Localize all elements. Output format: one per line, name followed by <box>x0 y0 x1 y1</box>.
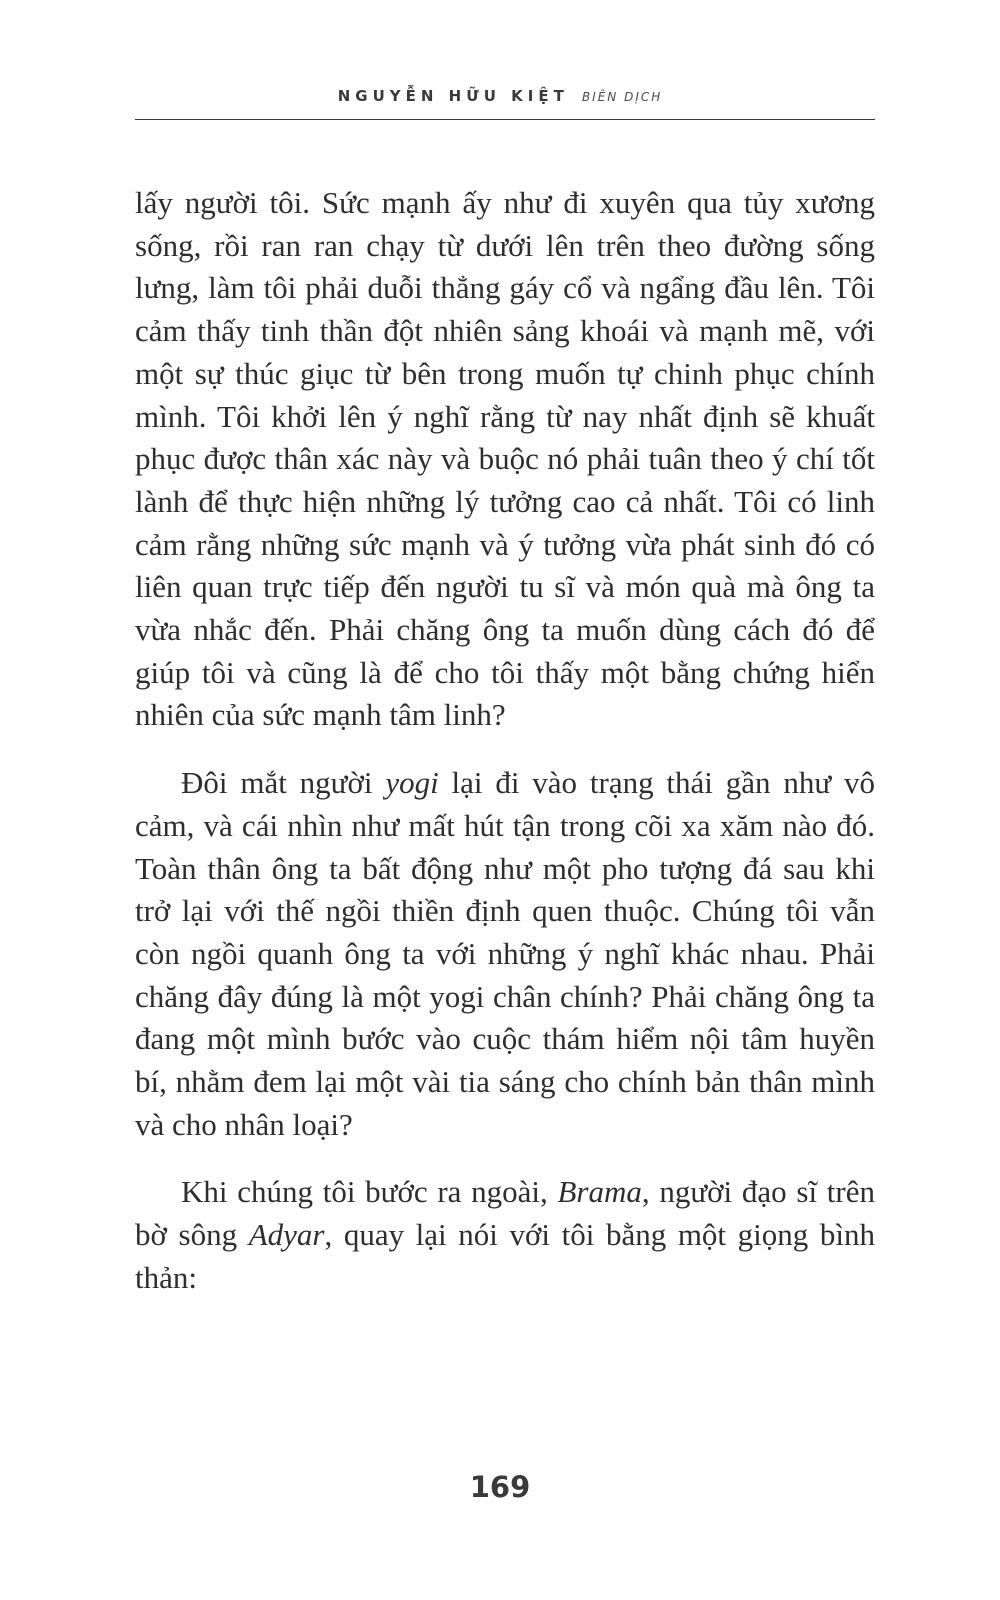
paragraph-3 <box>135 1171 875 1299</box>
paragraph-3-italic-place: Adyar <box>248 1217 325 1253</box>
paragraph-1-text: lấy người tôi. Sức mạnh ấy như đi xuyên qua tủy xương sống, rồi ran ran chạy từ dưới lên trên theo đường sống lưng, làm tôi phải duỗi thẳng gáy cổ và ngẩng đầu lên. Tôi cảm thấy tinh thần đột nhiên sảng khoái và mạnh mẽ, với một sự thúc giục từ bên trong muốn tự chinh phục chính mình. Tôi khởi lên ý nghĩ rằng từ nay nhất định sẽ khuất phục được thân xác này và buộc nó phải tuân theo ý chí tốt lành để thực hiện những lý tưởng cao cả nhất. Tôi có linh cảm rằng những sức mạnh và ý tưởng vừa phát sinh đó có liên quan trực tiếp đến người tu sĩ và món quà mà ông ta vừa nhắc đến. Phải chăng ông ta muốn dùng cách đó để giúp tôi và cũng là để cho tôi thấy một bằng chứng hiển nhiên của sức mạnh tâm linh? <box>135 185 875 733</box>
paragraph-2-italic-term: yogi <box>385 765 439 801</box>
paragraph-3-text-start: Khi chúng tôi bước ra ngoài, <box>181 1174 558 1210</box>
paragraph-2-text-start: Đôi mắt người <box>181 765 386 801</box>
paragraph-3-text-middle: , người đạo sĩ trên bờ sông <box>135 1174 875 1253</box>
paragraph-3-italic-name: Brama <box>557 1174 642 1210</box>
body-text <box>135 182 875 1300</box>
page-number: 169 <box>469 1470 531 1504</box>
header-divider <box>135 119 875 120</box>
paragraph-2 <box>135 762 875 1146</box>
paragraph-3-text-end: , quay lại nói với tôi bằng một giọng bình thản: <box>135 1217 875 1295</box>
running-header <box>0 86 1000 105</box>
paragraph-2-text-end: lại đi vào trạng thái gần như vô cảm, và cái nhìn như mất hút tận trong cõi xa xăm nào đó. Toàn thân ông ta bất động như một pho tượng đá sau khi trở lại với thế ngồi thiền định quen thuộc. Chúng tôi vẫn còn ngồi quanh ông ta với những ý nghĩ khác nhau. Phải chăng đây đúng là một yogi chân chính? Phải chăng ông ta đang một mình bước vào cuộc thám hiểm nội tâm huyền bí, nhằm đem lại một vài tia sáng cho chính bản thân mình và cho nhân loại? <box>135 765 875 1142</box>
header-author: NGUYỄN HỮU KIỆT <box>337 87 569 105</box>
header-role: BIÊN DỊCH <box>581 90 663 104</box>
paragraph-1 <box>135 182 875 737</box>
